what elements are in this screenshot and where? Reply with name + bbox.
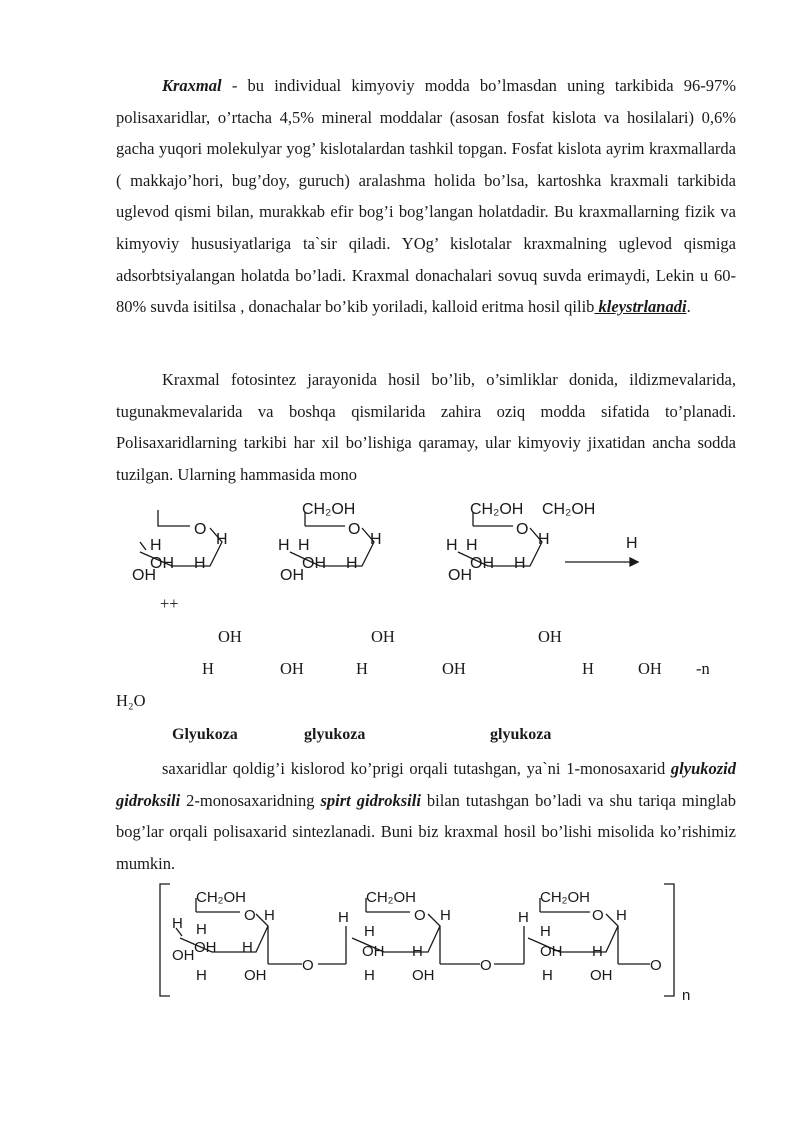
u3-oh: OH bbox=[540, 943, 563, 960]
u3-o: O bbox=[592, 907, 604, 924]
ring2-h-left: H bbox=[278, 537, 290, 554]
u1-h-l2: H bbox=[196, 921, 207, 938]
u3-ch2oh: CH₂OH bbox=[540, 889, 590, 906]
paragraph-1 bbox=[116, 70, 736, 323]
row2-oh-2: OH bbox=[442, 659, 466, 678]
row-oh-2: OH bbox=[371, 627, 395, 646]
u2-h-b: H bbox=[364, 967, 375, 984]
u2-h-r: H bbox=[440, 907, 451, 924]
u3-oh-b: OH bbox=[590, 967, 613, 984]
ring1-oh-left: OH bbox=[132, 567, 156, 584]
ring3-h-right: H bbox=[538, 531, 550, 548]
u3-h-r: H bbox=[616, 907, 627, 924]
u1-oh-b: OH bbox=[244, 967, 267, 984]
ring3-ch2oh: CH₂OH bbox=[470, 501, 524, 518]
u2-o: O bbox=[414, 907, 426, 924]
link-o-3: O bbox=[650, 957, 662, 974]
u2-h-m: H bbox=[412, 943, 423, 960]
term-kraxmal: Kraxmal bbox=[162, 76, 222, 95]
u2-h-l: H bbox=[338, 909, 349, 926]
ring3-o: O bbox=[516, 521, 529, 538]
ring2-h-right: H bbox=[370, 531, 382, 548]
glucose-scheme bbox=[0, 496, 800, 596]
paragraph-1-text: - bu individual kimyoviy modda bo’lmasdan uning tarkibida 96-97% polisaxaridlar, o’rtacha 4,5% mineral moddalar (asosan fosfat kislota va hosilalari) 0,6% gacha yuqori molekulyar yog’ kislotalardan tashkil topgan. Fosfat kislota ayrim kraxmallarda ( makkajo’hori, bug’doy, guruch) aralashma holida bo’lsa, kartoshka kraxmali tarkibida uglevod qismi bilan, murakkab efir bog’i bog’langan holatdadir. Bu kraxmallarning fizik va kimyoviy hususiyatlariga ta`sir qiladi. YOg’ kislotalar kraxmalning uglevod qismiga adsorbtsiyalangan holatda bo’ladi. Kraxmal donachalari sovuq suvda erimaydi, Lekin u 60-80% suvda isitilsa , donachalar bo’kib yoriladi, kalloid eritma hosil qilib bbox=[116, 76, 736, 317]
u2-ch2oh: CH₂OH bbox=[366, 889, 416, 906]
u3-h-l: H bbox=[518, 909, 529, 926]
ring2-h-bottom: H bbox=[346, 555, 358, 572]
u1-h-l: H bbox=[172, 915, 183, 932]
label-glyukoza-1: Glyukoza bbox=[172, 726, 238, 743]
u1-ch2oh: CH₂OH bbox=[196, 889, 246, 906]
u1-h-m: H bbox=[242, 939, 253, 956]
ring3-h-left2: H bbox=[466, 537, 478, 554]
u1-h-r: H bbox=[264, 907, 275, 924]
u2-oh-b: OH bbox=[412, 967, 435, 984]
water: H₂O bbox=[116, 691, 146, 710]
label-glyukoza-2: glyukoza bbox=[304, 726, 366, 743]
u1-oh-l: OH bbox=[172, 947, 195, 964]
u3-h-l2: H bbox=[540, 923, 551, 940]
ring1-h-bottom: H bbox=[194, 555, 206, 572]
row2-minus-n: -n bbox=[696, 659, 710, 678]
repeat-n: n bbox=[682, 987, 691, 1004]
ring3-h-bottom: H bbox=[514, 555, 526, 572]
paragraph-3-text-2: 2-monosaxaridning bbox=[180, 790, 321, 810]
paragraph-2 bbox=[116, 364, 736, 490]
row2-h-1: H bbox=[202, 659, 214, 678]
ring1-o: O bbox=[194, 521, 207, 538]
paragraph-3-text-1: saxaridlar qoldig’i kislorod ko’prigi orqali tutashgan, ya`ni 1-monosaxarid bbox=[162, 759, 671, 778]
u3-h-b: H bbox=[542, 967, 553, 984]
paragraph-3-text-3: bilan tutashgan bo’ladi va shu tariqa minglab bog’lar orqali polisaxarid sintezlanadi. Buni biz kraxmal hosil bo’lishi misolida ko’rishimiz mumkin. bbox=[116, 790, 736, 873]
label-glyukoza-3: glyukoza bbox=[490, 726, 552, 743]
row2-oh-1: OH bbox=[280, 659, 304, 678]
ring3-ch2oh-b: CH₂OH bbox=[542, 501, 596, 518]
paragraph-2-text: Kraxmal fotosintez jarayonida hosil bo’lib, o’simliklar donida, ildizmevalarida, tugunakmevalarida va boshqa qismilarida zahira oziq modda sifatida to’planadi. Polisaxaridlarning tarkibi har xil bo’lishiga qaramay, ular kimyoviy jixatidan ancha sodda tuzilgan. Ularning hammasida mono bbox=[116, 370, 736, 484]
ring2-oh-left: OH bbox=[280, 567, 304, 584]
row-oh-1: OH bbox=[218, 627, 242, 646]
ring3-oh: OH bbox=[470, 555, 494, 572]
paragraph-3 bbox=[116, 753, 736, 879]
arrow-h: H bbox=[626, 535, 638, 552]
ring1-h-right: H bbox=[216, 531, 228, 548]
ring3-oh-left: OH bbox=[448, 567, 472, 584]
u3-h-m: H bbox=[592, 943, 603, 960]
u1-o: O bbox=[244, 907, 256, 924]
ring2-ch2oh: CH₂OH bbox=[302, 501, 356, 518]
starch-chain-scheme bbox=[0, 876, 800, 1006]
u2-oh: OH bbox=[362, 943, 385, 960]
ring2-o: O bbox=[348, 521, 361, 538]
ring1-oh: OH bbox=[150, 555, 174, 572]
row2-oh-3: OH bbox=[638, 659, 662, 678]
paragraph-1-end: . bbox=[686, 297, 691, 317]
link-kleystrlanadi[interactable]: kleystrlanadi bbox=[594, 297, 687, 317]
plus-sign: ++ bbox=[160, 594, 179, 613]
ring2-oh: OH bbox=[302, 555, 326, 572]
term-glyukozid-gidroksili: glyukozid gidroksili bbox=[116, 759, 736, 810]
ring2-h-left2: H bbox=[298, 537, 310, 554]
link-o-2: O bbox=[480, 957, 492, 974]
u1-oh: OH bbox=[194, 939, 217, 956]
ring3-h-left: H bbox=[446, 537, 458, 554]
u1-h-b: H bbox=[196, 967, 207, 984]
row2-h-2: H bbox=[356, 659, 368, 678]
row2-h-3: H bbox=[582, 659, 594, 678]
u2-h-l2: H bbox=[364, 923, 375, 940]
row-oh-3: OH bbox=[538, 627, 562, 646]
term-spirt-gidroksili: spirt gidroksili bbox=[320, 790, 421, 810]
ring1-h-left: H bbox=[150, 537, 162, 554]
link-o-1: O bbox=[302, 957, 314, 974]
